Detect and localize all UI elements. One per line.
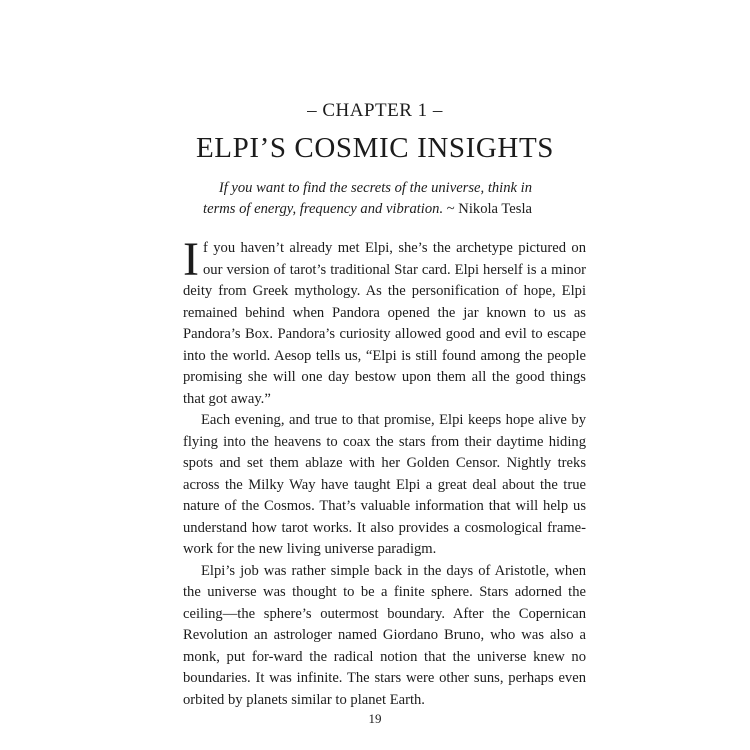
paragraph: Elpi’s job was rather simple back in the days of Aristotle, when the universe was thought to be a finite sphere. Stars adorned the ceiling—the sphere’s outermost boundary. After the Copernican Revolution an astrologer named Giordano Bruno, who was also a monk, put for-ward the radical notion that the universe knew no boundaries. It was infinite. The stars were other suns, perhaps even orbited by planets similar to planet Earth. — [183, 562, 586, 708]
paragraph: Each evening, and true to that promise, Elpi keeps hope alive by flying into the heavens to coax the stars from their daytime hiding spots and set them ablaze with her Golden Censor. Nightly treks across the Milky Way have taught Elpi a great deal about the true nature of the Cosmos. That’s valuable information that will help us understand how tarot works. It also provides a cosmological frame-work for the new living universe paradigm. — [183, 412, 586, 557]
page-number: 19 — [368, 711, 382, 726]
epigraph — [200, 178, 532, 220]
paragraph — [183, 233, 586, 410]
epigraph-quote: If you want to find the secrets of the universe, think in terms of energy, frequency and vibration. — [203, 180, 532, 217]
chapter-number: – CHAPTER 1 – — [307, 100, 443, 121]
drop-cap: I — [183, 233, 199, 286]
epigraph-attribution: ~ Nikola Tesla — [443, 201, 532, 217]
chapter-title: ELPI’S COSMIC INSIGHTS — [195, 132, 554, 164]
body-text — [183, 233, 586, 711]
paragraph-text: f you haven’t already met Elpi, she’s the archetype pictured on our version of tarot’s traditional Star card. Elpi herself is a minor deity from Greek mythology. As the personification of hope, Elpi remained behind when Pandora opened the jar known to us as Pandora’s Box. Pandora’s curiosity allowed good and evil to escape into the world. Aesop tells us, “Elpi is still found among the people promising she will one day bestow upon them all the good things that got away.” — [183, 240, 586, 407]
